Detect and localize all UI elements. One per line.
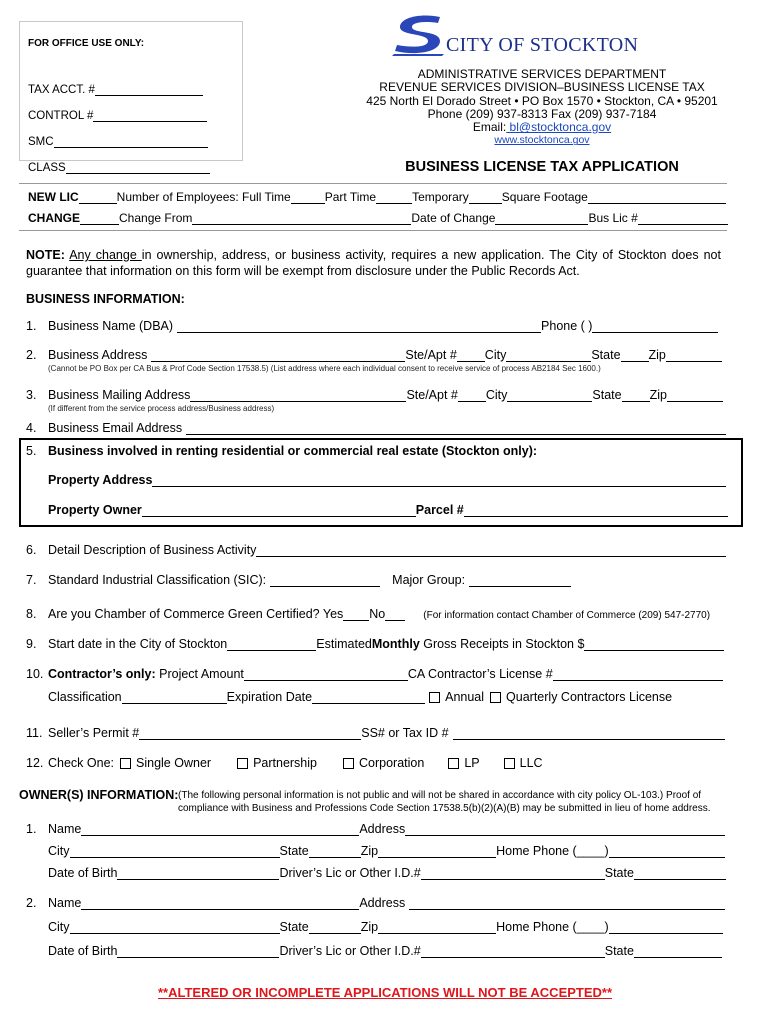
ss-tax-field[interactable] [453, 728, 725, 740]
email-line [360, 121, 724, 134]
zip-field[interactable] [666, 350, 722, 362]
note-paragraph [26, 248, 721, 279]
dept-line-4: Phone (209) 937-8313 Fax (209) 937-7184 [427, 106, 657, 121]
phone-field[interactable] [592, 321, 718, 333]
start-date-row [26, 637, 724, 651]
annual-label: Annual [445, 690, 485, 704]
footer-warning-text: **ALTERED OR INCOMPLETE APPLICATIONS WILL NOT BE ACCEPTED** [157, 985, 613, 1000]
corporation-option[interactable] [343, 756, 424, 770]
owner2-address-label: Address [359, 896, 406, 910]
business-address-field[interactable] [151, 350, 405, 362]
mailing-address-field[interactable] [190, 390, 406, 402]
item-number: 10. [26, 667, 44, 681]
mailing-address-note: (If different from the service process address/Business address) [48, 404, 275, 413]
owner1-dl-label: Driver’s Lic or Other I.D.# [279, 866, 421, 880]
item-number: 5. [26, 444, 37, 458]
owner2-dob-row [48, 944, 722, 958]
expiration-field[interactable] [312, 692, 425, 704]
sellers-permit-field[interactable] [139, 728, 361, 740]
annual-option[interactable] [429, 690, 484, 704]
partnership-option[interactable] [237, 756, 317, 770]
quarterly-label: Quarterly Contractors License [506, 690, 673, 704]
dept-line-3: 425 North El Dorado Street • PO Box 1570 • Stockton, CA • 95201 [366, 93, 718, 108]
check-one-label: Check One: [48, 756, 115, 770]
business-info-heading: BUSINESS INFORMATION: [26, 292, 185, 306]
form-title: BUSINESS LICENSE TAX APPLICATION [405, 159, 679, 175]
detail-field[interactable] [256, 545, 726, 557]
sellers-permit-row [26, 726, 725, 740]
property-address-field[interactable] [152, 475, 726, 487]
mailing-address-row [26, 388, 723, 402]
city-field[interactable] [506, 350, 591, 362]
class-row [28, 162, 210, 174]
owner1-city-field[interactable] [70, 846, 280, 858]
full-time-field[interactable] [291, 192, 325, 204]
part-time-label: Part Time [324, 190, 377, 204]
llc-label: LLC [519, 756, 543, 770]
city-logo [392, 12, 692, 62]
monthly-label: Monthly [371, 637, 420, 651]
green-no-field[interactable] [385, 609, 405, 621]
email-address-field[interactable] [186, 423, 726, 435]
owner1-address-label: Address [359, 822, 406, 836]
start-date-field[interactable] [227, 639, 316, 651]
dept-line-1: ADMINISTRATIVE SERVICES DEPARTMENT [417, 67, 667, 81]
city-name: CITY OF STOCKTON [446, 34, 639, 56]
smc-row [28, 136, 208, 148]
owner2-name-row [26, 896, 725, 910]
employees-full-label: Number of Employees: Full Time [116, 190, 291, 204]
date-of-change-field[interactable] [495, 213, 588, 225]
email-address-label: Business Email Address [48, 421, 183, 435]
ste-apt-label: Ste/Apt # [405, 348, 457, 362]
new-lic-line [28, 190, 726, 204]
business-address-row [26, 348, 722, 362]
owner1-phone-field[interactable] [609, 846, 725, 858]
smc-field[interactable] [54, 136, 208, 148]
owner2-name-field[interactable] [81, 898, 359, 910]
owner2-dl-field[interactable] [421, 946, 605, 958]
gross-label: Gross Receipts in Stockton $ [419, 637, 585, 651]
checkbox[interactable] [504, 758, 515, 769]
control-label: CONTROL # [28, 110, 94, 122]
change-line [28, 211, 728, 225]
owner-info-note: (The following personal information is not public and will not be shared in accordance with city policy OL-103.) Proof of compliance with Business and Professions Code Section 17538.5(b)(2)(A)(B) may be submitted in lieu of home address. [178, 790, 711, 814]
detail-label: Detail Description of Business Activity [48, 543, 257, 557]
contractor-label: Contractor’s only: [48, 667, 156, 681]
major-group-field[interactable] [469, 575, 571, 587]
business-name-label: Business Name (DBA) [48, 319, 174, 333]
business-address-note: (Cannot be PO Box per CA Bus & Prof Code Section 17538.5) (List address where each individual consent to receive service of process AB2184 Sec 1600.) [48, 364, 601, 373]
date-of-change-label: Date of Change [411, 211, 496, 225]
state-field[interactable] [622, 390, 650, 402]
city-label: City [484, 348, 507, 362]
owner1-zip-label: Zip [360, 844, 379, 858]
office-use-box [19, 21, 243, 174]
owner1-city-row [48, 844, 725, 858]
state-label: State [592, 388, 622, 402]
property-owner-label: Property Owner [48, 503, 142, 517]
city-field[interactable] [507, 390, 592, 402]
item-number: 3. [26, 388, 37, 402]
new-lic-label: NEW LIC [28, 190, 79, 204]
business-address-label: Business Address [48, 348, 148, 362]
corporation-label: Corporation [359, 756, 425, 770]
license-type-band [19, 183, 727, 231]
checkbox[interactable] [490, 692, 501, 703]
owner1-dl-state-label: State [604, 866, 634, 880]
item-number: 1. [26, 319, 37, 333]
bus-lic-field[interactable] [638, 213, 728, 225]
gross-receipts-field[interactable] [584, 639, 724, 651]
change-from-label: Change From [119, 211, 193, 225]
checkbox[interactable] [237, 758, 248, 769]
mailing-address-label: Business Mailing Address [48, 388, 191, 402]
project-amount-field[interactable] [244, 669, 408, 681]
owner1-zip-field[interactable] [378, 846, 496, 858]
lp-option[interactable] [448, 756, 479, 770]
owner1-city-label: City [48, 844, 70, 858]
owner-info-heading: OWNER(S) INFORMATION: [19, 788, 179, 802]
expiration-label: Expiration Date [226, 690, 313, 704]
dept-line-2: REVENUE SERVICES DIVISION–BUSINESS LICENSE TAX [379, 80, 705, 95]
contractor-row [26, 667, 723, 681]
item-number: 9. [26, 637, 37, 651]
zip-label: Zip [648, 348, 666, 362]
website-link[interactable]: www.stocktonca.gov [494, 134, 590, 147]
owner2-state-field[interactable] [309, 922, 361, 934]
note-any-change: Any change [69, 248, 142, 262]
lp-label: LP [464, 756, 480, 770]
ss-tax-label: SS# or Tax ID # [361, 726, 449, 740]
office-use-title: FOR OFFICE USE ONLY: [28, 38, 145, 49]
owner1-state-label: State [279, 844, 309, 858]
city-label: City [485, 388, 508, 402]
temporary-label: Temporary [412, 190, 469, 204]
sic-row [26, 573, 571, 587]
detail-row [26, 543, 726, 557]
email-label: Email: [472, 120, 507, 135]
owner2-name-label: Name [48, 896, 82, 910]
control-field[interactable] [93, 110, 207, 122]
quarterly-option[interactable] [490, 690, 672, 704]
sic-label: Standard Industrial Classification (SIC): [48, 573, 267, 587]
state-field[interactable] [621, 350, 649, 362]
tax-acct-field[interactable] [95, 84, 203, 96]
city-s-emblem-icon [392, 14, 446, 56]
state-label: State [591, 348, 621, 362]
checkbox[interactable] [343, 758, 354, 769]
footer-warning [0, 985, 770, 1000]
checkbox[interactable] [448, 758, 459, 769]
green-yes-field[interactable] [343, 609, 369, 621]
change-field[interactable] [80, 213, 119, 225]
property-owner-field[interactable] [142, 505, 416, 517]
entity-type-row [26, 756, 543, 770]
owner2-address-field[interactable] [409, 898, 725, 910]
owner1-name-row [26, 822, 725, 836]
note-label: NOTE: [26, 248, 65, 262]
item-number: 6. [26, 543, 37, 557]
real-estate-row [26, 444, 537, 458]
single-owner-option[interactable] [120, 756, 211, 770]
owner2-city-label: City [48, 920, 70, 934]
property-address-label: Property Address [48, 473, 153, 487]
single-owner-label: Single Owner [136, 756, 212, 770]
owner2-dob-field[interactable] [117, 946, 279, 958]
owner1-name-label: Name [48, 822, 82, 836]
owner1-dob-row [48, 866, 726, 880]
control-row [28, 110, 207, 122]
owner1-state-field[interactable] [309, 846, 361, 858]
change-label: CHANGE [28, 211, 81, 225]
project-amount-label: Project Amount [155, 667, 244, 681]
phone-label: Phone ( ) [541, 319, 593, 333]
green-note: (For information contact Chamber of Commerce (209) 547-2770) [423, 610, 711, 621]
owner1-dl-field[interactable] [421, 868, 605, 880]
owner2-phone-field[interactable] [609, 922, 723, 934]
owner1-dob-label: Date of Birth [48, 866, 118, 880]
green-label: Are you Chamber of Commerce Green Certified? Yes [48, 607, 344, 621]
bus-lic-label: Bus Lic # [588, 211, 638, 225]
partnership-label: Partnership [253, 756, 317, 770]
sic-field[interactable] [270, 575, 380, 587]
owner1-phone-label: Home Phone (____) [496, 844, 609, 858]
real-estate-label: Business involved in renting residential or commercial real estate (Stockton only): [48, 444, 538, 458]
email-address-row [26, 421, 726, 435]
business-name-row [26, 319, 718, 333]
checkbox[interactable] [120, 758, 131, 769]
item-number: 11. [26, 726, 43, 740]
owner1-dl-state-field[interactable] [634, 868, 726, 880]
owner2-dl-label: Driver’s Lic or Other I.D.# [279, 944, 421, 958]
owner2-dob-label: Date of Birth [48, 944, 118, 958]
zip-label: Zip [649, 388, 667, 402]
business-name-field[interactable] [177, 321, 541, 333]
owner1-dob-field[interactable] [117, 868, 279, 880]
email-link[interactable]: bl@stocktonca.gov [506, 120, 612, 135]
owner2-zip-field[interactable] [378, 922, 496, 934]
department-info [360, 68, 724, 148]
item-number: 7. [26, 573, 37, 587]
ca-license-field[interactable] [553, 669, 723, 681]
parcel-field[interactable] [464, 505, 728, 517]
owner2-city-row [48, 920, 723, 934]
zip-field[interactable] [667, 390, 723, 402]
property-address-row [48, 473, 726, 487]
ca-license-label: CA Contractor’s License # [407, 667, 553, 681]
item-number: 2. [26, 348, 37, 362]
owner1-address-field[interactable] [405, 824, 725, 836]
item-number: 2. [26, 896, 37, 910]
llc-option[interactable] [504, 756, 543, 770]
item-number: 1. [26, 822, 37, 836]
change-from-field[interactable] [192, 213, 411, 225]
item-number: 4. [26, 421, 37, 435]
note-text: in ownership, address, or business activity, requires a new application. The City of Stockton does not guarantee that information on this form will be exempt from disclosure under the Public Records Act. [26, 248, 721, 278]
class-label: CLASS [28, 162, 66, 174]
start-date-label: Start date in the City of Stockton [48, 637, 228, 651]
temporary-field[interactable] [469, 192, 502, 204]
major-group-label: Major Group: [392, 573, 466, 587]
new-lic-field[interactable] [79, 192, 117, 204]
classification-label: Classification [48, 690, 122, 704]
ste-apt-field[interactable] [457, 350, 485, 362]
owner1-name-field[interactable] [81, 824, 359, 836]
square-footage-label: Square Footage [501, 190, 588, 204]
estimated-label: Estimated [316, 637, 372, 651]
contractor-row-2 [48, 690, 672, 704]
class-field[interactable] [66, 162, 210, 174]
parcel-label: Parcel # [415, 503, 464, 517]
checkbox[interactable] [429, 692, 440, 703]
owner2-state-label: State [279, 920, 309, 934]
smc-label: SMC [28, 136, 54, 148]
green-no-label: No [369, 607, 386, 621]
part-time-field[interactable] [376, 192, 412, 204]
ste-apt-field[interactable] [458, 390, 486, 402]
property-owner-row [48, 503, 728, 517]
owner2-phone-label: Home Phone (____) [496, 920, 609, 934]
tax-acct-label: TAX ACCT. # [28, 84, 95, 96]
classification-field[interactable] [122, 692, 227, 704]
owner2-dl-state-field[interactable] [634, 946, 722, 958]
owner2-city-field[interactable] [70, 922, 280, 934]
square-footage-field[interactable] [588, 192, 726, 204]
ste-apt-label: Ste/Apt # [406, 388, 458, 402]
owner2-dl-state-label: State [604, 944, 634, 958]
owner2-zip-label: Zip [360, 920, 379, 934]
green-row [26, 607, 710, 621]
tax-acct-row [28, 84, 203, 96]
sellers-permit-label: Seller’s Permit # [48, 726, 140, 740]
item-number: 12. [26, 756, 44, 770]
item-number: 8. [26, 607, 37, 621]
